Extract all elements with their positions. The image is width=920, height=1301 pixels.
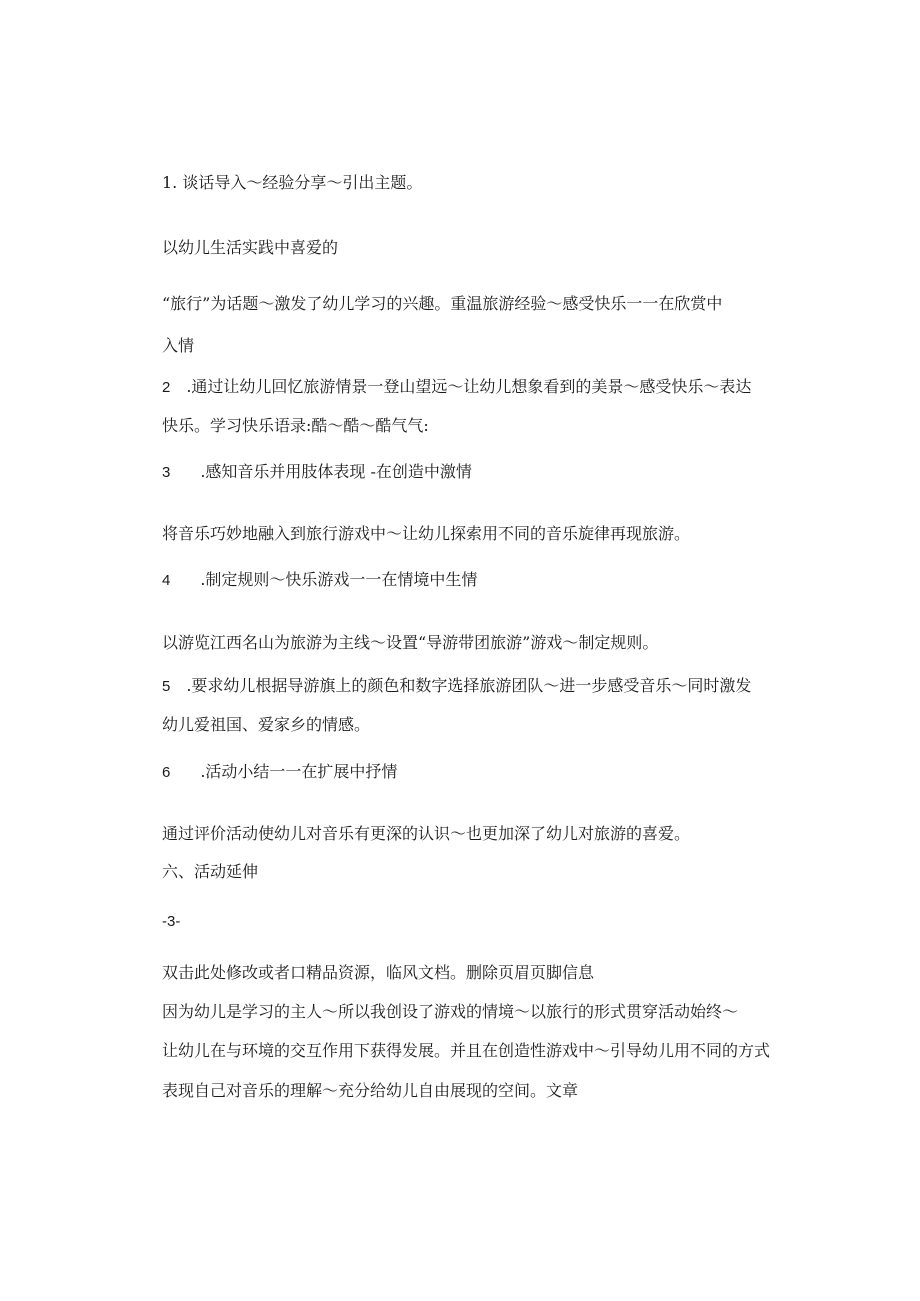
paragraph-intro: 以幼儿生活实践中喜爱的	[162, 238, 339, 257]
step-2-line1	[162, 377, 751, 398]
paragraph-travel-line2: 入情	[162, 336, 195, 355]
step-3-heading	[162, 462, 472, 483]
step-6-heading	[162, 762, 397, 783]
paragraph-music: 将音乐巧妙地融入到旅行游戏中～让幼儿探索用不同的音乐旋律再现旅游。	[162, 524, 691, 543]
step-5-number: 5	[162, 678, 171, 695]
step-5-line2: 幼儿爱祖国、爱家乡的情感。	[162, 715, 371, 734]
paragraph-reflection-line3: 表现自己对音乐的理解～充分给幼儿自由展现的空间。文章	[162, 1081, 579, 1100]
paragraph-reflection-line1: 因为幼儿是学习的主人～所以我创设了游戏的情境～以旅行的形式贯穿活动始终～	[162, 1002, 739, 1021]
step-2-number: 2	[162, 379, 171, 396]
step-1-heading: 1. 谈话导入～经验分享～引出主题。	[162, 173, 423, 192]
step-6-text: .活动小结一一在扩展中抒情	[200, 762, 398, 781]
step-2-line2: 快乐。学习快乐语录:酷～酷～酷气气:	[162, 416, 429, 435]
step-6-number: 6	[162, 764, 171, 781]
paragraph-travel-line1: “旅行”为话题～激发了幼儿学习的兴趣。重温旅游经验～感受快乐一一在欣赏中	[162, 294, 723, 313]
step-3-text: .感知音乐并用肢体表现 -在创造中激情	[200, 462, 472, 481]
step-4-number: 4	[162, 572, 171, 589]
step-4-text: .制定规则～快乐游戏一一在情境中生情	[200, 570, 478, 589]
footer-note: 双击此处修改或者口精品资源，临风文档。删除页眉页脚信息	[162, 963, 595, 982]
step-5-line1	[162, 676, 751, 697]
paragraph-rules: 以游览江西名山为旅游为主线～设置“导游带团旅游”游戏～制定规则。	[162, 633, 659, 652]
step-5-text: .要求幼儿根据导游旗上的颜色和数字选择旅游团队～进一步感受音乐～同时激发	[186, 676, 752, 695]
section-6-heading: 六、活动延伸	[162, 862, 259, 881]
page-number: -3-	[162, 913, 181, 930]
step-4-heading	[162, 570, 477, 591]
step-2-text: .通过让幼儿回忆旅游情景一登山望远～让幼儿想象看到的美景～感受快乐～表达	[186, 377, 752, 396]
paragraph-summary: 通过评价活动使幼儿对音乐有更深的认识～也更加深了幼儿对旅游的喜爱。	[162, 824, 691, 843]
paragraph-reflection-line2: 让幼儿在与环境的交互作用下获得发展。并且在创造性游戏中～引导幼儿用不同的方式	[162, 1041, 771, 1060]
step-3-number: 3	[162, 464, 171, 481]
